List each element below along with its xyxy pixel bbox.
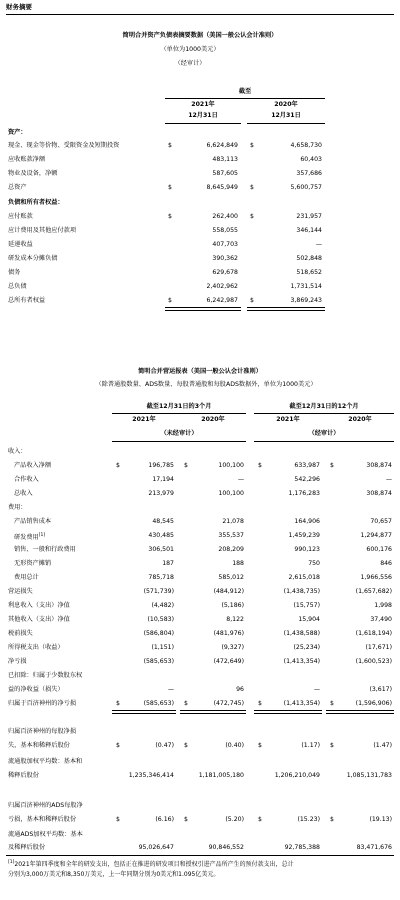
bs-header-col1-date: 12月31日	[188, 112, 218, 119]
is-row-ads-wa-label: 流通ADS加权平均数：基本	[8, 831, 83, 838]
bs-row-rd-liability: 研发成本分摊负债 390,362 502,848	[8, 255, 322, 262]
is-row-cogs: 产品销售成本 48,545 21,078 164,906 70,657	[14, 518, 392, 525]
is-row-attributable-loss: 归属于百济神州的净亏损 $ (585,653) $ (472,745) $ (1,413,354) $ (1,596,906)	[8, 700, 392, 707]
is-row-product-revenue: 产品收入净额 $ 196,785 $ 100,100 $ 633,987 $ 308,874	[14, 462, 392, 469]
income-statement-subtitle: （除普通股数量、ADS数量、每股普通股和每股ADS数据外，单位为1000美元）	[95, 381, 317, 388]
footnote-rule	[6, 855, 394, 856]
bs-row-total-equity: 总所有者权益 $ 6,242,987 $ 3,869,243	[8, 297, 322, 304]
bs-row-ap: 应付账款 $ 262,400 $ 231,957	[8, 213, 322, 220]
is-row-total-revenue: 总收入 213,979 100,100 1,176,283 308,874	[14, 490, 392, 497]
is-attr-double-rule-3	[254, 710, 322, 714]
bs-row-total-assets: 总资产 $ 8,645,949 $ 5,600,757	[8, 184, 322, 191]
bs-row-cash: 现金、现金等价物、受限资金及短期投资 $ 6,624,849 $ 4,658,730	[8, 142, 322, 149]
is-row-weighted-average: 稀释后股份 1,235,346,414 1,181,005,180 1,206,210,049 1,085,131,783	[8, 772, 392, 779]
balance-sheet-unit: （单位为1000美元）	[160, 46, 220, 53]
is-row-wa-label: 流通股加权平均数：基本和	[8, 758, 83, 765]
is-header-rule-2	[254, 413, 394, 414]
bs-row-deferred: 延递收益 407,703 —	[8, 241, 322, 248]
is-header-audited: （经审计）	[308, 430, 340, 437]
is-header-underline-2	[254, 441, 394, 442]
bs-total-double-rule-1	[165, 307, 241, 311]
is-header-twelve-months: 截至12月31日的12个月	[289, 403, 359, 410]
income-statement-title: 简明合并营运报表（美国一般公认会计准则）	[138, 368, 262, 375]
is-row-total-expenses: 费用总计 785,718 585,012 2,615,018 1,966,556	[14, 574, 392, 581]
is-row-operating-loss: 营运损失 (571,739) (484,912) (1,438,735) (1,657,682)	[8, 588, 392, 595]
bs-header-col2: 2020年	[274, 101, 298, 108]
balance-sheet-audited: （经审计）	[174, 60, 206, 67]
bs-header-rule	[165, 98, 325, 99]
balance-sheet-title: 简明合并资产负债表摘要数据（美国一般公认会计准则）	[122, 32, 278, 39]
is-row-ads-loss: 亏损，基本和稀释后股份 $ (6.16) $ (5.20) $ (15.23) $ (19.13)	[8, 816, 392, 823]
is-header-unaudited: （未经审计）	[160, 430, 198, 437]
is-row-pretax-loss: 税前损失 (586,804) (481,976) (1,438,588) (1,618,194)	[8, 630, 392, 637]
is-row-net-loss: 净亏损 (585,653) (472,649) (1,413,354) (1,600,523)	[8, 658, 392, 665]
bs-total-double-rule-2	[247, 307, 325, 311]
is-row-interest: 利息收入（支出）净值 (4,482) (5,186) (15,757) 1,998	[8, 602, 392, 609]
is-row-sga: 销售、一般和行政费用 306,501 208,209 990,123 600,176	[14, 546, 392, 553]
section-rule	[6, 14, 394, 15]
is-row-eps: 失，基本和稀释后股份 $ (0.47) $ (0.40) $ (1.17) $ (1.47)	[8, 742, 392, 749]
bs-header-as-of: 截至	[238, 88, 252, 95]
bs-header-col1: 2021年	[191, 101, 215, 108]
is-header-rule-1	[112, 413, 246, 414]
bs-header-underline-1	[165, 123, 241, 124]
is-row-rnd: 研发费用[1] 430,485 355,537 1,459,239 1,294,877	[14, 532, 392, 542]
is-header-underline-1	[112, 441, 246, 442]
bs-row-ppe: 物业及设备，净额 587,605 357,686	[8, 170, 322, 177]
bs-row-accrued: 应计费用及其他应付款项 558,055 346,144	[8, 227, 322, 234]
is-row-ads-label: 归属百济神州的ADS每股净	[8, 802, 83, 809]
bs-row-total-liabilities: 总负债 2,402,962 1,731,514	[8, 283, 322, 290]
bs-row-ar: 应收账款净额 483,113 60,403	[8, 156, 322, 163]
is-row-eps-label: 归属百济神州的每股净损	[8, 728, 77, 735]
section-title: 财务摘要	[6, 4, 32, 12]
is-row-collab-revenue: 合作收入 17,194 — 542,296 —	[14, 476, 392, 483]
is-row-revenue-heading: 收入：	[8, 448, 27, 455]
footnote: [1]2021年第四季度和全年的研发支出，包括正在推进的研发项目和授权引进产品所产生的预付款支出，总计 分别为3,000万美元和8,350万美元，上一年同期分别为0美元和1.095亿美元。	[8, 860, 294, 878]
is-header-q-2021: 2021年	[132, 416, 156, 423]
is-row-income-tax: 所得税支出（收益） (1,151) (9,327) (25,234) (17,671)	[8, 644, 392, 651]
is-row-other-income: 其他收入（支出）净值 (10,583) 8,122 15,904 37,490	[8, 616, 392, 623]
is-attr-double-rule-4	[326, 710, 394, 714]
bs-row-assets-heading: 资产：	[8, 129, 27, 136]
is-attr-double-rule-2	[180, 710, 246, 714]
is-attr-double-rule-1	[112, 710, 176, 714]
bs-header-underline-2	[247, 123, 325, 124]
bs-header-col2-date: 12月31日	[271, 112, 301, 119]
is-row-nci-label: 已扣除：归属于少数股东权	[8, 672, 83, 679]
is-row-amortization: 无形资产摊销 187 188 750 846	[14, 560, 392, 567]
is-row-nci: 益的净收益（损失） — 96 — (3,617)	[8, 686, 392, 693]
is-row-expense-heading: 费用：	[8, 504, 27, 511]
is-row-ads-weighted-average: 及稀释后股份 95,026,647 90,846,552 92,785,388 83,471,676	[8, 844, 392, 851]
bs-row-debt: 债务 629,678 518,652	[8, 269, 322, 276]
is-header-y-2020: 2020年	[348, 416, 372, 423]
is-header-q-2020: 2020年	[201, 416, 225, 423]
bs-row-liabilities-heading: 负债和所有者权益：	[8, 199, 64, 206]
is-header-y-2021: 2021年	[276, 416, 300, 423]
is-header-three-months: 截至12月31日的3个月	[146, 403, 212, 410]
